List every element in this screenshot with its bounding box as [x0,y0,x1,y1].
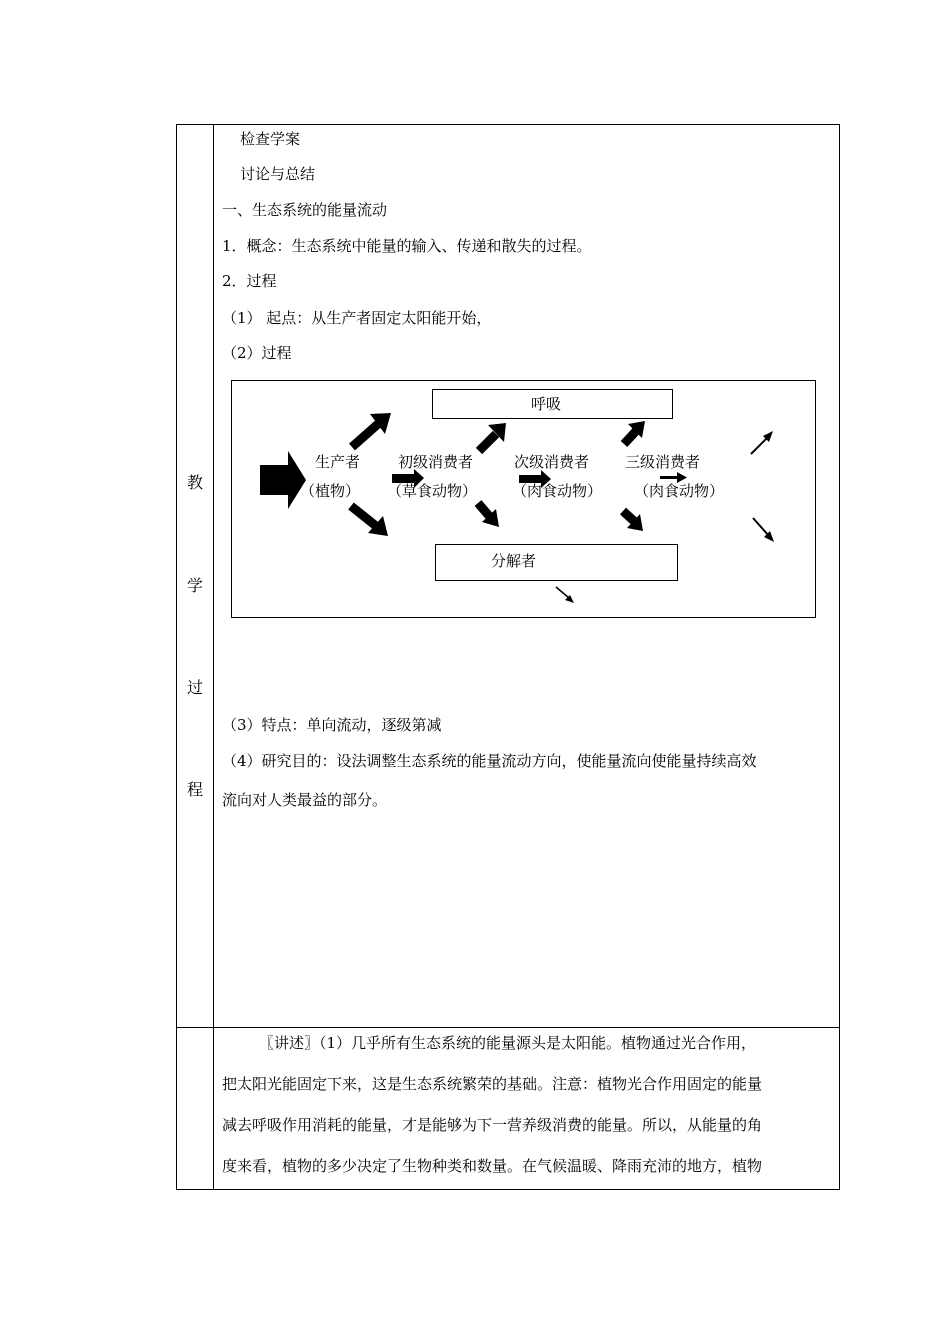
purpose-line: （4）研究目的：设法调整生态系统的能量流动方向，使能量流向使能量持续高效 [222,752,757,770]
respiration-label: 呼吸 [531,395,562,413]
decomposer-box [435,544,678,581]
down-arrow-4 [753,518,774,542]
lecture-line-1: 〖讲述〗（1）几乎所有生态系统的能量源头是太阳能。植物通过光合作用， [259,1034,757,1052]
side-char-4: 程 [186,780,203,799]
respiration-box [432,389,673,419]
secondary-consumer-sub: （肉食动物） [512,482,603,500]
lecture-line-4: 度来看，植物的多少决定了生物种类和数量。在气候温暖、降雨充沛的地方，植物 [222,1157,763,1175]
up-arrow-1 [352,413,391,447]
primary-consumer-label: 初级消费者 [398,453,474,471]
down-arrow-3 [623,511,643,531]
down-arrow-1 [351,506,388,536]
side-char-3: 过 [186,678,203,697]
decomposer-label: 分解者 [491,552,537,570]
process-heading: 2．过程 [222,272,277,290]
section-title: 一、生态系统的能量流动 [222,201,388,219]
producer-label: 生产者 [315,453,361,471]
up-arrow-4 [751,431,773,454]
side-char-1: 教 [186,473,203,492]
tertiary-consumer-label: 三级消费者 [625,453,701,471]
concept-line: 1．概念：生态系统中能量的输入、传递和散失的过程。 [222,237,592,255]
producer-sub: （植物） [300,482,361,500]
start-point-line: （1） 起点：从生产者固定太阳能开始， [222,309,492,327]
heading-discussion: 讨论与总结 [240,165,316,183]
up-arrow-3 [624,421,645,444]
lecture-line-2: 把太阳光能固定下来，这是生态系统繁荣的基础。注意：植物光合作用固定的能量 [222,1075,763,1093]
purpose-line-cont: 流向对人类最益的部分。 [222,791,388,809]
up-arrow-2 [479,423,506,451]
down-arrow-2 [478,503,499,527]
process-sub-heading: （2）过程 [222,344,292,362]
tertiary-consumer-sub: （肉食动物） [634,482,725,500]
decomposer-arrow [556,587,574,603]
secondary-consumer-label: 次级消费者 [514,453,590,471]
feature-line: （3）特点：单向流动，逐级第减 [222,716,442,734]
primary-consumer-sub: （草食动物） [387,482,478,500]
lecture-line-3: 减去呼吸作用消耗的能量，才是能够为下一营养级消费的能量。所以，从能量的角 [222,1116,763,1134]
heading-check-plan: 检查学案 [240,130,301,148]
side-char-2: 学 [186,576,203,595]
